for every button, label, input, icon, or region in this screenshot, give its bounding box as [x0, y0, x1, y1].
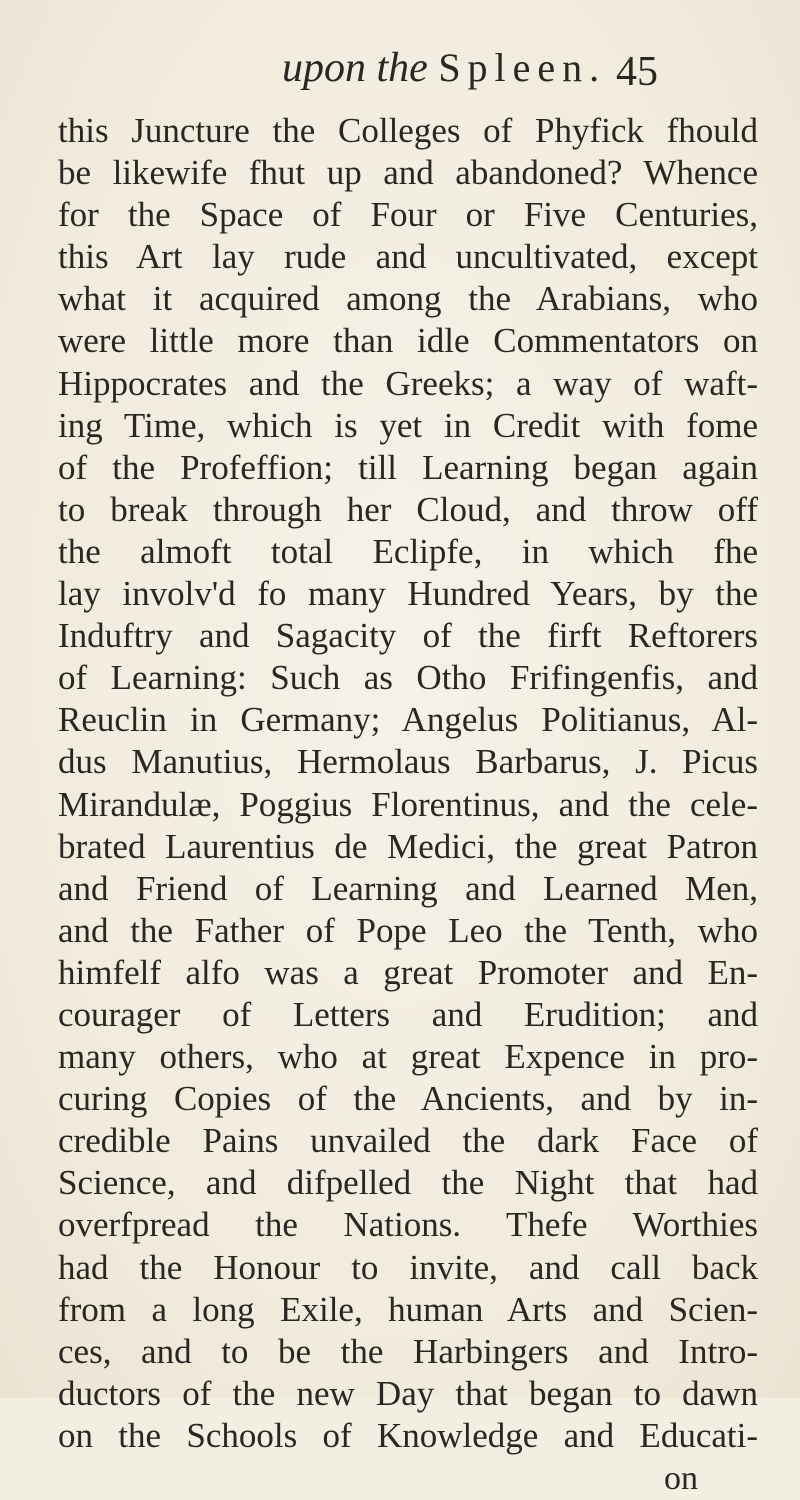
text-line: of the Profeffion; till Learning began again — [58, 447, 758, 487]
body-text — [58, 110, 758, 1499]
text-line: himfelf alfo was a great Promoter and En- — [58, 952, 758, 992]
text-line: brated Laurentius de Medici, the great Patron — [58, 826, 758, 866]
text-line: Induftry and Sagacity of the firft Reftorers — [58, 616, 758, 656]
text-line: ces, and to be the Harbingers and Intro- — [58, 1331, 758, 1371]
text-line: Mirandulæ, Poggius Florentinus, and the cele- — [58, 784, 758, 824]
text-line: had the Honour to invite, and call back — [58, 1247, 758, 1287]
text-line: to break through her Cloud, and throw off — [58, 489, 758, 529]
catchword: on — [664, 1460, 698, 1497]
text-line: were little more than idle Commentators on — [58, 321, 758, 361]
text-line: courager of Letters and Erudition; and — [58, 994, 758, 1034]
text-line: overfpread the Nations. Thefe Worthies — [58, 1205, 758, 1245]
running-title-italic: upon the — [282, 45, 428, 91]
text-line: this Art lay rude and uncultivated, except — [58, 237, 758, 277]
running-title-smallcaps: Spleen. — [438, 45, 607, 90]
text-line: be likewife fhut up and abandoned? Whence — [58, 153, 758, 193]
text-line: ductors of the new Day that began to dawn — [58, 1373, 758, 1413]
text-line: of Learning: Such as Otho Frifingenfis, and — [58, 658, 758, 698]
running-title — [282, 44, 606, 92]
text-line: Reuclin in Germany; Angelus Politianus, Al- — [58, 700, 758, 740]
text-line: many others, who at great Expence in pro- — [58, 1037, 758, 1077]
text-line: and Friend of Learning and Learned Men, — [58, 868, 758, 908]
text-line: ing Time, which is yet in Credit with fome — [58, 405, 758, 445]
text-line: from a long Exile, human Arts and Scien- — [58, 1289, 758, 1329]
catchword-line — [58, 1457, 758, 1499]
text-line: and the Father of Pope Leo the Tenth, who — [58, 910, 758, 950]
running-head — [200, 40, 670, 100]
text-line: for the Space of Four or Five Centuries, — [58, 195, 758, 235]
text-line: on the Schools of Knowledge and Educati- — [58, 1415, 758, 1455]
text-line: the almoft total Eclipfe, in which fhe — [58, 531, 758, 571]
text-line: Science, and difpelled the Night that had — [58, 1163, 758, 1203]
text-line: what it acquired among the Arabians, who — [58, 279, 758, 319]
text-line: dus Manutius, Hermolaus Barbarus, J. Picus — [58, 742, 758, 782]
text-line: lay involv'd fo many Hundred Years, by the — [58, 574, 758, 614]
text-line: credible Pains unvailed the dark Face of — [58, 1121, 758, 1161]
text-line: curing Copies of the Ancients, and by in- — [58, 1079, 758, 1119]
text-line: Hippocrates and the Greeks; a way of waft- — [58, 363, 758, 403]
text-line: this Juncture the Colleges of Phyfick fhould — [58, 111, 758, 150]
page-number: 45 — [616, 49, 658, 95]
